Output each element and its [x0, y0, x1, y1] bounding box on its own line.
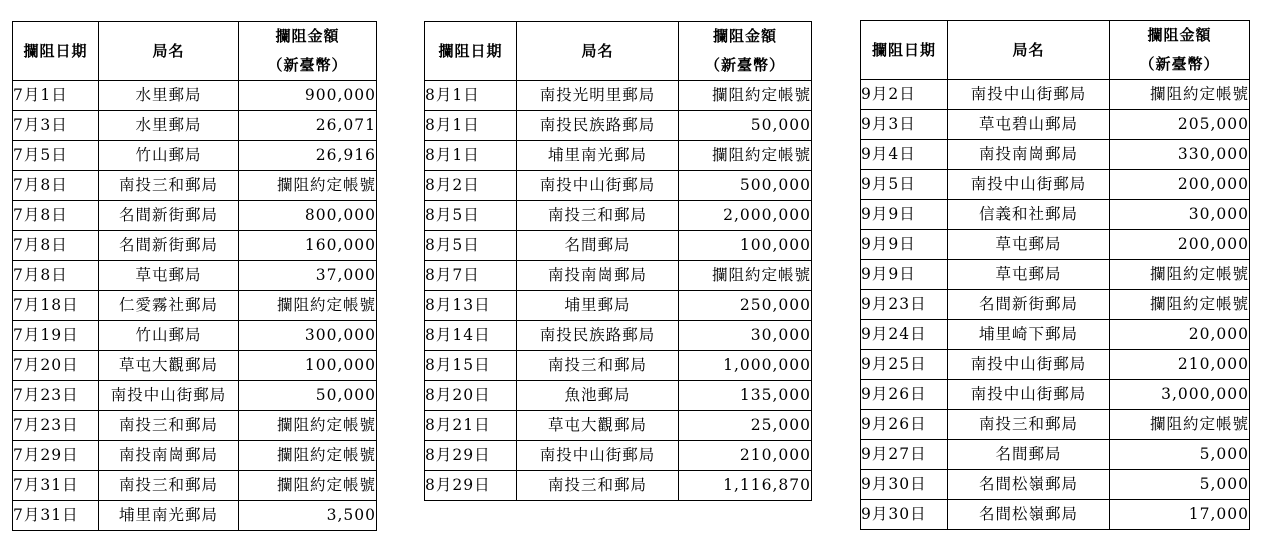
table-row: [425, 351, 812, 381]
amount-cell: 37,000: [239, 261, 377, 291]
office-cell: 信義和社郵局: [948, 200, 1110, 230]
table-row: [425, 171, 812, 201]
date-cell: 9月26日: [861, 410, 948, 440]
table-row: [425, 381, 812, 411]
date-cell: 8月14日: [425, 321, 517, 351]
table-row: [13, 321, 377, 351]
amount-header: [679, 22, 812, 81]
table-row: [425, 441, 812, 471]
header-row: [861, 21, 1250, 80]
table-row: [425, 111, 812, 141]
table-row: [425, 321, 812, 351]
september-table: [860, 20, 1250, 530]
date-cell: 8月29日: [425, 471, 517, 501]
amount-cell: 30,000: [679, 321, 812, 351]
amount-header: [239, 22, 377, 81]
amount-cell: 800,000: [239, 201, 377, 231]
amount-cell: 100,000: [679, 231, 812, 261]
office-cell: 南投光明里郵局: [517, 81, 679, 111]
office-cell: 南投中山街郵局: [99, 381, 239, 411]
amount-cell: 攔阻約定帳號: [1110, 410, 1250, 440]
office-cell: 埔里郵局: [517, 291, 679, 321]
office-cell: 南投三和郵局: [948, 410, 1110, 440]
date-cell: 8月1日: [425, 141, 517, 171]
office-cell: 南投三和郵局: [517, 351, 679, 381]
office-cell: 南投中山街郵局: [948, 170, 1110, 200]
amount-cell: 3,500: [239, 501, 377, 531]
amount-cell: 20,000: [1110, 320, 1250, 350]
amount-cell: 135,000: [679, 381, 812, 411]
office-cell: 南投三和郵局: [517, 201, 679, 231]
date-cell: 9月3日: [861, 110, 948, 140]
amount-header-line2: （新臺幣）: [1139, 55, 1220, 73]
august-table: [424, 21, 812, 501]
table-row: [13, 141, 377, 171]
table-row: [861, 380, 1250, 410]
office-cell: 南投南崗郵局: [517, 261, 679, 291]
office-cell: 名間新街郵局: [99, 231, 239, 261]
office-cell: 名間松嶺郵局: [948, 500, 1110, 530]
amount-cell: 5,000: [1110, 470, 1250, 500]
amount-cell: 1,116,870: [679, 471, 812, 501]
amount-cell: 1,000,000: [679, 351, 812, 381]
office-cell: 南投南崗郵局: [948, 140, 1110, 170]
table-row: [861, 320, 1250, 350]
office-cell: 水里郵局: [99, 81, 239, 111]
office-header: 局名: [948, 21, 1110, 80]
date-cell: 9月9日: [861, 230, 948, 260]
office-cell: 南投三和郵局: [99, 411, 239, 441]
table-row: [425, 231, 812, 261]
amount-cell: 攔阻約定帳號: [679, 141, 812, 171]
date-cell: 8月5日: [425, 201, 517, 231]
amount-cell: 3,000,000: [1110, 380, 1250, 410]
amount-header-line2: （新臺幣）: [267, 56, 348, 74]
table-row: [861, 410, 1250, 440]
office-header: 局名: [99, 22, 239, 81]
amount-cell: 5,000: [1110, 440, 1250, 470]
office-cell: 南投民族路郵局: [517, 321, 679, 351]
office-cell: 南投南崗郵局: [99, 441, 239, 471]
amount-cell: 26,916: [239, 141, 377, 171]
office-cell: 埔里南光郵局: [517, 141, 679, 171]
office-cell: 南投中山街郵局: [517, 171, 679, 201]
table-row: [13, 231, 377, 261]
office-cell: 竹山郵局: [99, 321, 239, 351]
amount-cell: 200,000: [1110, 230, 1250, 260]
table-row: [861, 500, 1250, 530]
amount-cell: 250,000: [679, 291, 812, 321]
amount-cell: 攔阻約定帳號: [1110, 290, 1250, 320]
table-row: [13, 471, 377, 501]
amount-cell: 50,000: [679, 111, 812, 141]
july-table: [12, 21, 377, 531]
header-row: [425, 22, 812, 81]
table-row: [425, 201, 812, 231]
table-row: [861, 110, 1250, 140]
amount-cell: 205,000: [1110, 110, 1250, 140]
office-cell: 南投中山街郵局: [948, 80, 1110, 110]
office-cell: 草屯碧山郵局: [948, 110, 1110, 140]
table-row: [13, 201, 377, 231]
table-row: [861, 170, 1250, 200]
office-cell: 南投中山街郵局: [948, 350, 1110, 380]
date-cell: 8月20日: [425, 381, 517, 411]
amount-cell: 攔阻約定帳號: [1110, 80, 1250, 110]
date-cell: 8月1日: [425, 81, 517, 111]
table-row: [861, 440, 1250, 470]
amount-header: [1110, 21, 1250, 80]
table-row: [13, 411, 377, 441]
date-cell: 8月15日: [425, 351, 517, 381]
amount-header-line1: 攔阻金額: [275, 27, 340, 45]
office-cell: 名間新街郵局: [99, 201, 239, 231]
table-row: [861, 350, 1250, 380]
table-row: [425, 411, 812, 441]
amount-cell: 攔阻約定帳號: [239, 291, 377, 321]
office-cell: 埔里南光郵局: [99, 501, 239, 531]
amount-cell: 攔阻約定帳號: [679, 261, 812, 291]
date-cell: 8月29日: [425, 441, 517, 471]
date-cell: 9月9日: [861, 200, 948, 230]
date-cell: 9月24日: [861, 320, 948, 350]
table-row: [13, 501, 377, 531]
table-row: [425, 141, 812, 171]
amount-header-line2: （新臺幣）: [704, 56, 785, 74]
table-row: [425, 471, 812, 501]
date-cell: 9月30日: [861, 500, 948, 530]
amount-cell: 330,000: [1110, 140, 1250, 170]
table-row: [861, 140, 1250, 170]
amount-cell: 210,000: [1110, 350, 1250, 380]
date-cell: 7月19日: [13, 321, 99, 351]
office-cell: 草屯大觀郵局: [99, 351, 239, 381]
amount-cell: 210,000: [679, 441, 812, 471]
office-cell: 草屯郵局: [948, 260, 1110, 290]
amount-cell: 200,000: [1110, 170, 1250, 200]
office-cell: 草屯大觀郵局: [517, 411, 679, 441]
date-cell: 8月13日: [425, 291, 517, 321]
date-cell: 8月21日: [425, 411, 517, 441]
date-cell: 9月26日: [861, 380, 948, 410]
date-cell: 7月31日: [13, 471, 99, 501]
table-row: [13, 81, 377, 111]
amount-header-line1: 攔阻金額: [1147, 26, 1212, 44]
amount-cell: 50,000: [239, 381, 377, 411]
table-row: [861, 80, 1250, 110]
date-cell: 9月30日: [861, 470, 948, 500]
amount-cell: 900,000: [239, 81, 377, 111]
office-cell: 竹山郵局: [99, 141, 239, 171]
date-cell: 9月5日: [861, 170, 948, 200]
date-cell: 7月23日: [13, 411, 99, 441]
table-row: [13, 441, 377, 471]
date-cell: 8月5日: [425, 231, 517, 261]
date-cell: 7月31日: [13, 501, 99, 531]
office-cell: 草屯郵局: [99, 261, 239, 291]
table-row: [861, 230, 1250, 260]
office-cell: 魚池郵局: [517, 381, 679, 411]
date-cell: 7月8日: [13, 201, 99, 231]
date-cell: 7月8日: [13, 231, 99, 261]
table-row: [13, 111, 377, 141]
date-header: 攔阻日期: [425, 22, 517, 81]
office-cell: 南投三和郵局: [517, 471, 679, 501]
date-cell: 9月2日: [861, 80, 948, 110]
date-cell: 7月8日: [13, 261, 99, 291]
amount-cell: 25,000: [679, 411, 812, 441]
office-cell: 水里郵局: [99, 111, 239, 141]
table-row: [13, 261, 377, 291]
office-cell: 名間松嶺郵局: [948, 470, 1110, 500]
amount-cell: 攔阻約定帳號: [239, 471, 377, 501]
table-row: [861, 200, 1250, 230]
date-cell: 7月1日: [13, 81, 99, 111]
date-cell: 9月9日: [861, 260, 948, 290]
date-header: 攔阻日期: [861, 21, 948, 80]
date-cell: 8月7日: [425, 261, 517, 291]
table-row: [13, 171, 377, 201]
date-cell: 7月8日: [13, 171, 99, 201]
date-cell: 9月25日: [861, 350, 948, 380]
date-cell: 7月29日: [13, 441, 99, 471]
header-row: [13, 22, 377, 81]
office-cell: 草屯郵局: [948, 230, 1110, 260]
date-cell: 7月5日: [13, 141, 99, 171]
table-row: [425, 261, 812, 291]
office-cell: 埔里崎下郵局: [948, 320, 1110, 350]
date-cell: 9月23日: [861, 290, 948, 320]
date-cell: 7月20日: [13, 351, 99, 381]
office-cell: 仁愛霧社郵局: [99, 291, 239, 321]
amount-cell: 攔阻約定帳號: [679, 81, 812, 111]
date-cell: 8月1日: [425, 111, 517, 141]
amount-cell: 30,000: [1110, 200, 1250, 230]
amount-cell: 攔阻約定帳號: [239, 411, 377, 441]
table-row: [13, 291, 377, 321]
office-cell: 南投中山街郵局: [517, 441, 679, 471]
date-cell: 7月18日: [13, 291, 99, 321]
date-header: 攔阻日期: [13, 22, 99, 81]
amount-header-line1: 攔阻金額: [712, 27, 777, 45]
table-row: [13, 351, 377, 381]
table-row: [425, 291, 812, 321]
amount-cell: 100,000: [239, 351, 377, 381]
office-cell: 名間新街郵局: [948, 290, 1110, 320]
amount-cell: 17,000: [1110, 500, 1250, 530]
date-cell: 9月27日: [861, 440, 948, 470]
amount-cell: 攔阻約定帳號: [239, 441, 377, 471]
date-cell: 7月3日: [13, 111, 99, 141]
amount-cell: 攔阻約定帳號: [1110, 260, 1250, 290]
amount-cell: 2,000,000: [679, 201, 812, 231]
table-row: [861, 260, 1250, 290]
table-row: [13, 381, 377, 411]
amount-cell: 攔阻約定帳號: [239, 171, 377, 201]
office-cell: 南投民族路郵局: [517, 111, 679, 141]
office-cell: 南投三和郵局: [99, 171, 239, 201]
office-cell: 南投中山街郵局: [948, 380, 1110, 410]
office-cell: 南投三和郵局: [99, 471, 239, 501]
table-row: [861, 290, 1250, 320]
amount-cell: 300,000: [239, 321, 377, 351]
date-cell: 8月2日: [425, 171, 517, 201]
office-header: 局名: [517, 22, 679, 81]
amount-cell: 160,000: [239, 231, 377, 261]
date-cell: 9月4日: [861, 140, 948, 170]
table-row: [425, 81, 812, 111]
date-cell: 7月23日: [13, 381, 99, 411]
table-row: [861, 470, 1250, 500]
amount-cell: 500,000: [679, 171, 812, 201]
office-cell: 名間郵局: [517, 231, 679, 261]
office-cell: 名間郵局: [948, 440, 1110, 470]
amount-cell: 26,071: [239, 111, 377, 141]
